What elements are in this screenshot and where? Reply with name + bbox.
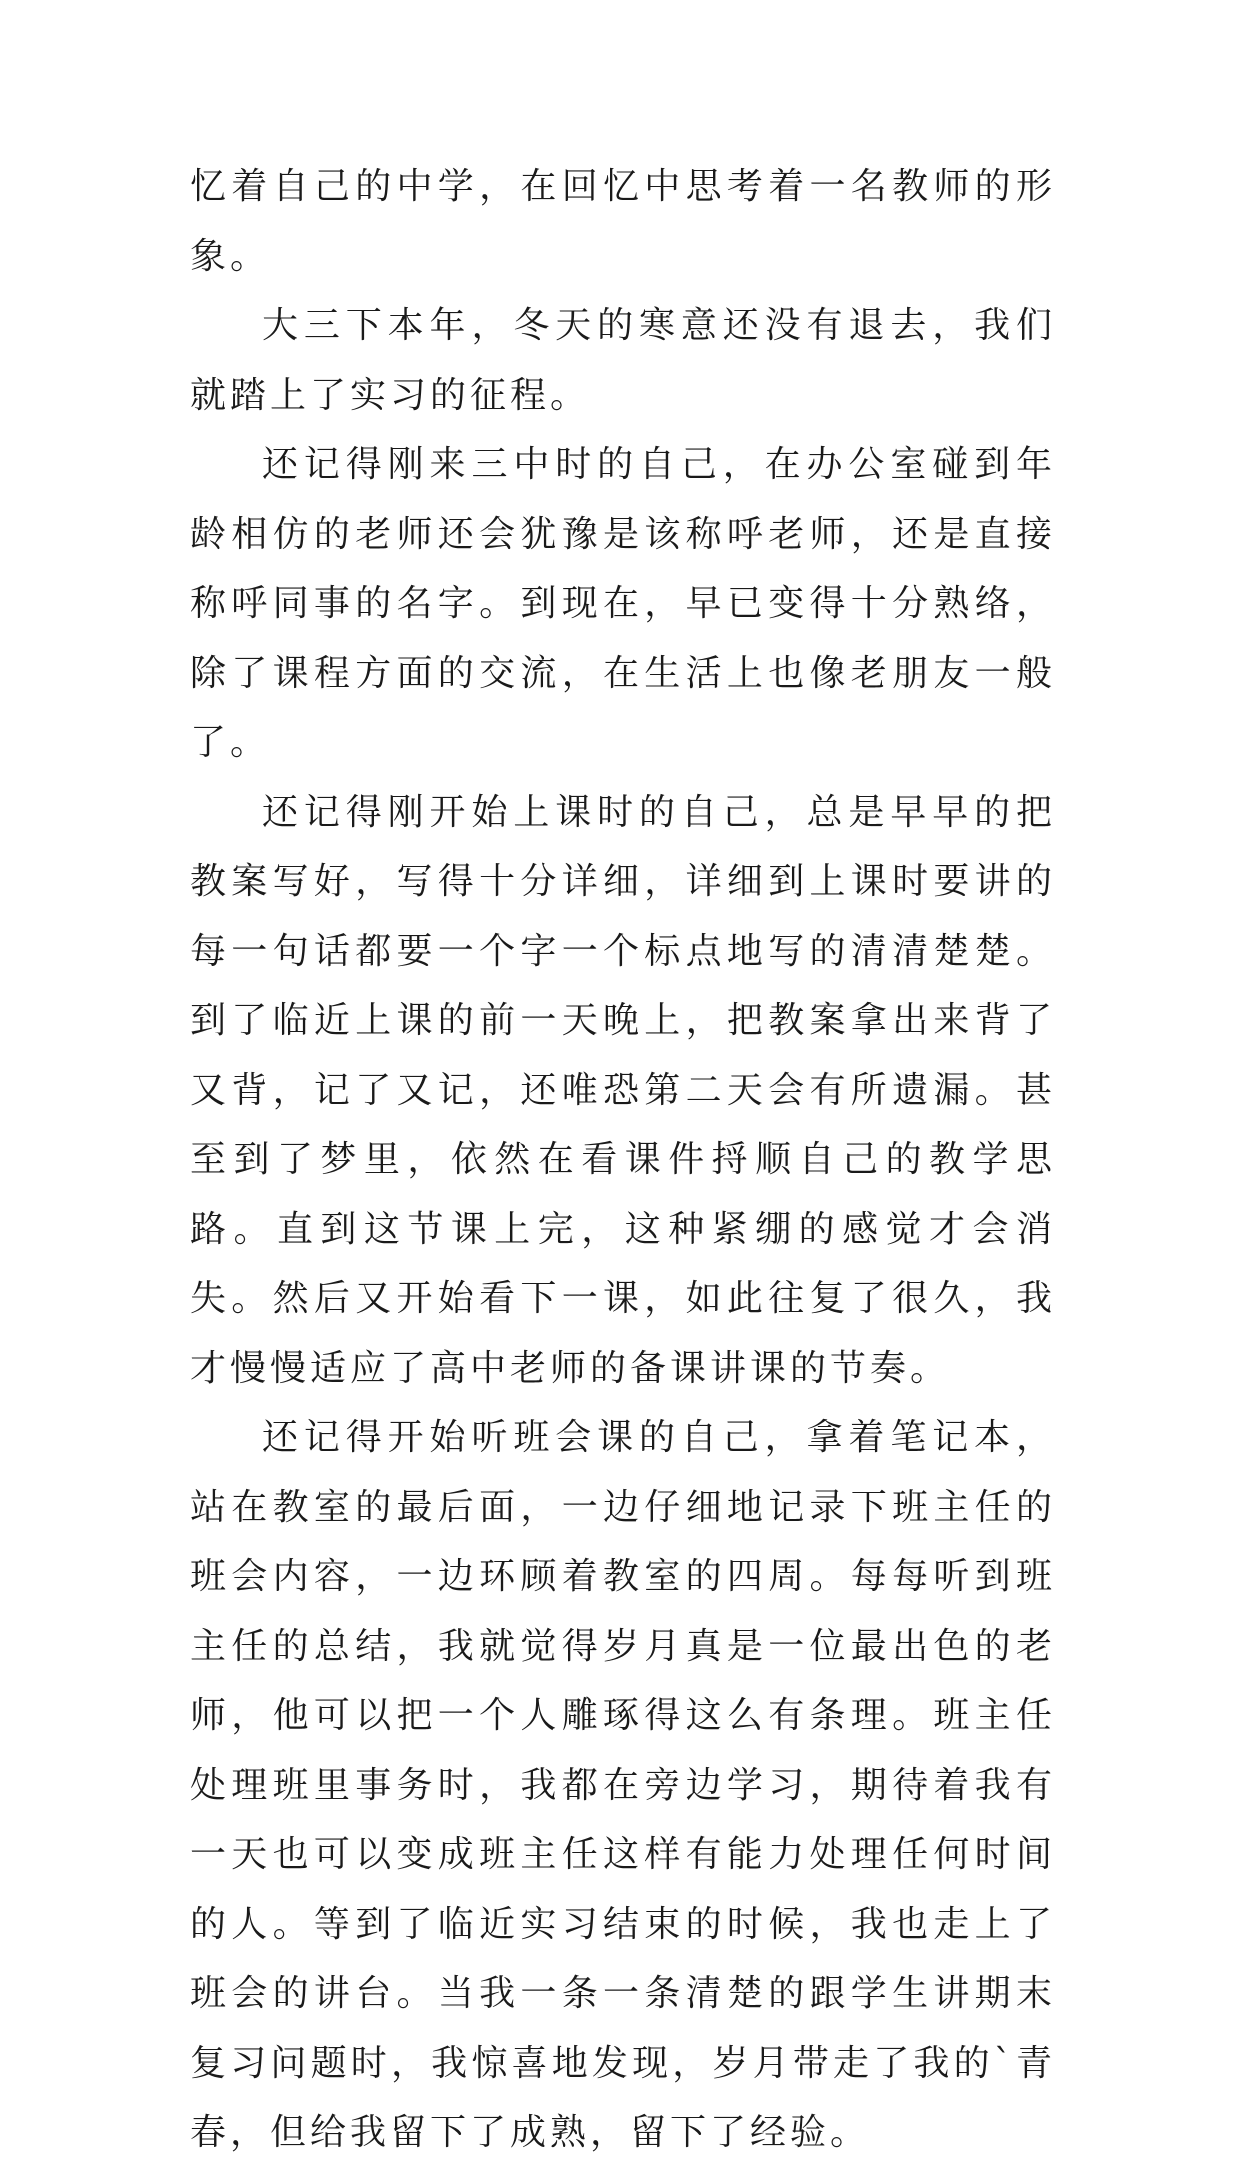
paragraph-4: 还记得刚开始上课时的自己，总是早早的把教案写好，写得十分详细，详细到上课时要讲的每一句话都要一个字一个标点地写的清清楚楚。到了临近上课的前一天晚上，把教案拿出来背了又背，记了又记，还唯恐第二天会有所遗漏。甚至到了梦里，依然在看课件捋顺自己的教学思路。直到这节课上完，这种紧绷的感觉才会消失。然后又开始看下一课，如此往复了很久，我才慢慢适应了高中老师的备课讲课的节奏。	[190, 791, 1056, 1389]
paragraph-3: 还记得刚来三中时的自己，在办公室碰到年龄相仿的老师还会犹豫是该称呼老师，还是直接称呼同事的名字。到现在，早已变得十分熟络，除了课程方面的交流，在生活上也像老朋友一般了。	[190, 444, 1056, 763]
document-body	[190, 152, 1056, 2168]
paragraph-2: 大三下本年，冬天的寒意还没有退去，我们就踏上了实习的征程。	[190, 305, 1056, 416]
paragraph-5: 还记得开始听班会课的自己，拿着笔记本，站在教室的最后面，一边仔细地记录下班主任的班会内容，一边环顾着教室的四周。每每听到班主任的总结，我就觉得岁月真是一位最出色的老师，他可以把一个人雕琢得这么有条理。班主任处理班里事务时，我都在旁边学习，期待着我有一天也可以变成班主任这样有能力处理任何时间的人。等到了临近实习结束的时候，我也走上了班会的讲台。当我一条一条清楚的跟学生讲期末复习问题时，我惊喜地发现，岁月带走了我的`青春，但给我留下了成熟，留下了经验。	[190, 1417, 1056, 2153]
paragraph-1: 忆着自己的中学，在回忆中思考着一名教师的形象。	[190, 166, 1056, 277]
